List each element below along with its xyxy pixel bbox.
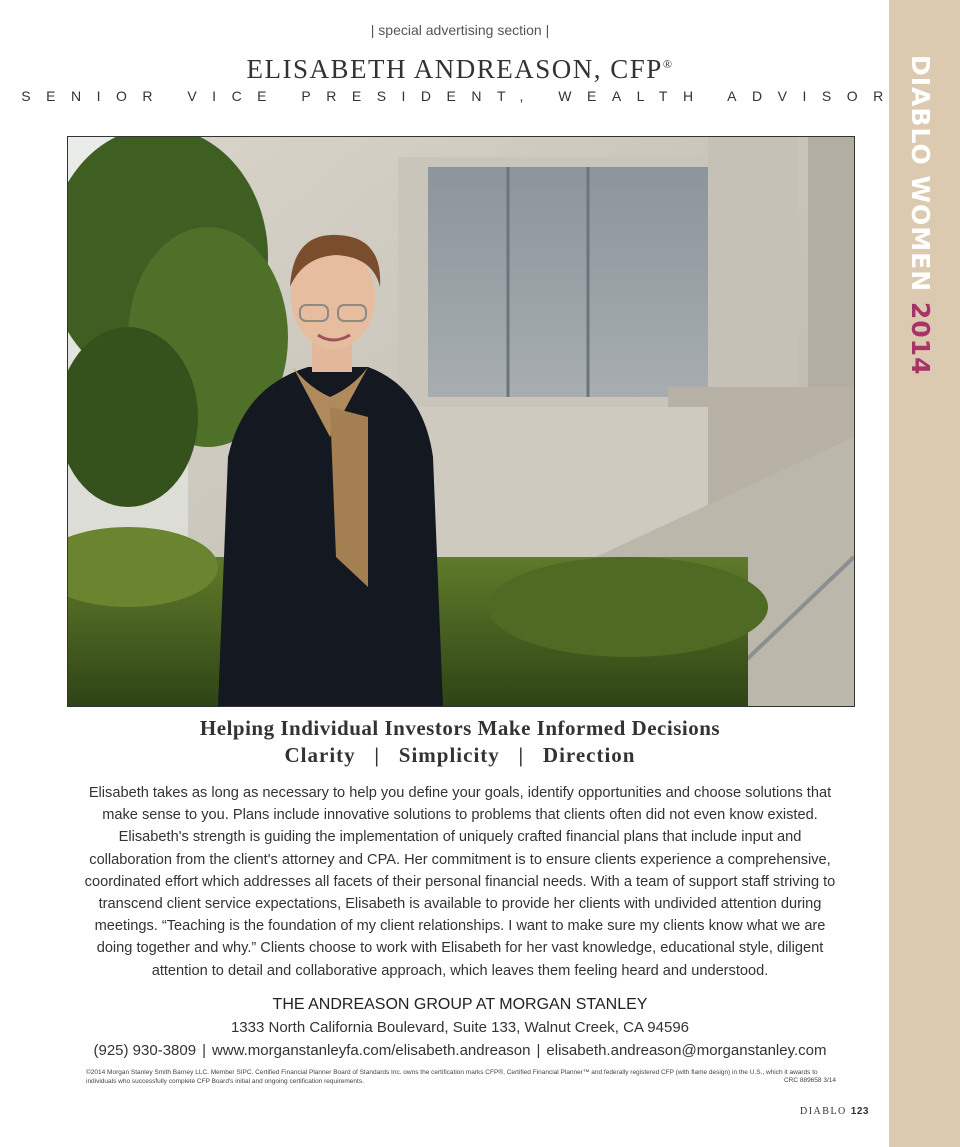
subheadline: Clarity | Simplicity | Direction — [284, 743, 636, 767]
headline: Helping Individual Investors Make Informed Decisions — [199, 716, 721, 740]
advisor-name — [0, 54, 920, 85]
portrait-photo — [67, 136, 855, 707]
sidebar-title: DIABLO WOMEN — [906, 55, 935, 293]
registered-mark: ® — [662, 57, 674, 71]
advisor-name-text: ELISABETH ANDREASON, CFP — [246, 54, 663, 84]
advisor-title: SENIOR VICE PRESIDENT, WEALTH ADVISOR — [21, 88, 899, 104]
contact-line — [0, 1042, 920, 1059]
sidebar-year: 2014 — [906, 301, 935, 376]
publication-name: DIABLO — [800, 1106, 847, 1117]
crc-code: CRC 889658 3/14 — [783, 1077, 836, 1084]
page-number: 123 — [850, 1106, 869, 1117]
website-link[interactable]: www.morganstanleyfa.com/elisabeth.andreason — [211, 1042, 531, 1059]
office-address: 1333 North California Boulevard, Suite 133, Walnut Creek, CA 94596 — [230, 1019, 690, 1036]
bio-paragraph: Elisabeth takes as long as necessary to help you define your goals, identify opportunities and choose solutions that make sense to you. Plans include innovative solutions to problems that clients often did not even know existed. Elisabeth's strength is guiding the implementation of uniquely crafted financial plans that include input and collaboration from the client's attorney and CPA. Her commitment is to ensure clients experience a comprehensive, coordinated effort which addresses all facets of their personal financial needs. With a team of support staff striving to transcend client service expectations, Elisabeth is available to provide her clients with undivided attention during meetings. “Teaching is the foundation of my client relationships. I want to make sure my clients know what we are doing together and why.” Clients choose to work with Elisabeth for her vast knowledge, educational style, diligent attention to detail and collaborative approach, which leaves them feeling heard and understood. — [84, 785, 836, 979]
group-name: THE ANDREASON GROUP AT MORGAN STANLEY — [272, 996, 648, 1013]
page-folio — [800, 1106, 869, 1117]
phone-number[interactable]: (925) 930-3809 — [93, 1042, 197, 1059]
special-section-label: | special advertising section | — [370, 22, 550, 38]
email-link[interactable]: elisabeth.andreason@morganstanley.com — [546, 1042, 827, 1059]
separator: | — [536, 1042, 541, 1059]
separator: | — [202, 1042, 206, 1059]
legal-disclaimer: ©2014 Morgan Stanley Smith Barney LLC. Member SIPC. Certified Financial Planner Board of Standards Inc. owns the certification marks CFP®, Certified Financial Planner™ and federally registered CFP (with flame design) in the U.S., which it awards to individuals who successfully complete CFP Board's initial and ongoing certification requirements. — [86, 1069, 818, 1085]
